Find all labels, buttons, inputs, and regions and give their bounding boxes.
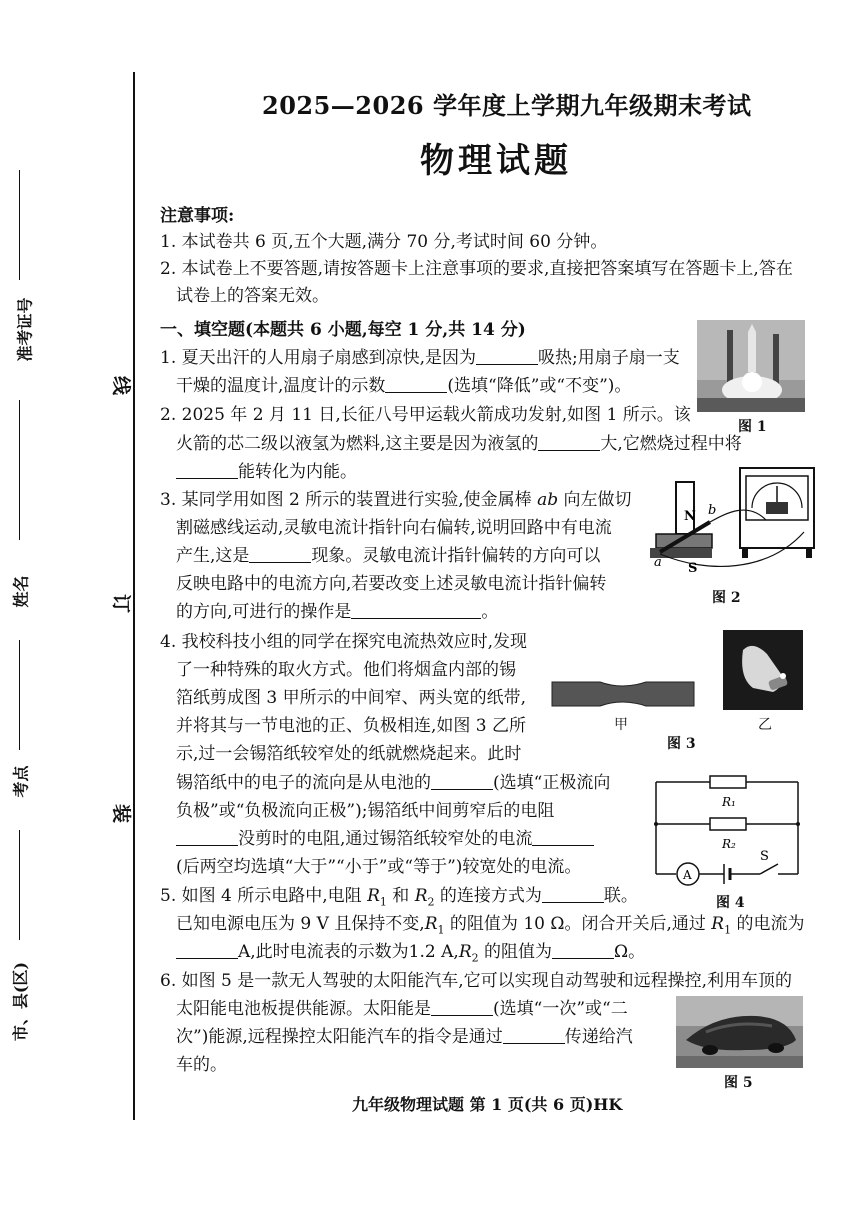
id-number-label: 准考证号 [15,297,35,362]
q3-text: 3. 某同学用如图 2 所示的装置进行实验,使金属棒 [160,490,538,510]
figure-3-photo [723,630,803,710]
figure-3-label-yi: 乙 [758,717,772,733]
answer-blank [503,1026,565,1044]
figure-3-caption: 图 3 [667,736,696,752]
figure-4-caption: 图 4 [716,895,745,911]
question-6-cont [176,997,628,1021]
figure-4-circuit [652,766,802,888]
question-3 [160,488,632,512]
question-4-cont: 并将其与一节电池的正、负极相连,如图 3 乙所 [176,716,527,736]
q5-text: 的连接方式为 [434,886,542,906]
question-4-cont [176,827,594,851]
binding-label-xian: 线 [110,375,133,396]
question-4-cont: 了一种特殊的取火方式。他们将烟盒内部的锡 [176,660,516,680]
fig4-label-r2: R₂ [722,837,736,851]
binding-label-ding: 订 [110,593,133,614]
figure-5-caption: 图 5 [724,1075,753,1091]
question-5-cont [176,912,805,942]
q4-text: 锡箔纸中的电子的流向是从电池的 [176,773,431,793]
q3-text: 产生,这是 [176,546,250,566]
answer-blank [476,347,538,365]
q1-text: 吸热;用扇子扇一支 [538,348,680,368]
q4-text: 没剪时的电阻,通过锡箔纸较窄处的电流 [238,829,533,849]
q5-text: 的电流为 [731,914,805,934]
answer-blank [431,772,493,790]
exam-site-line [19,640,20,750]
q2-text: 火箭的芯二级以液氢为燃料,这主要是因为液氢的 [176,434,539,454]
fig4-label-r1: R₁ [722,795,736,809]
r2-subscript: 2 [427,895,435,909]
q5-text: 和 [386,886,415,906]
fig2-label-s: S [688,561,698,576]
fig4-label-ammeter: A [683,868,692,882]
q5-text: 已知电源电压为 9 V 且保持不变, [176,914,425,934]
question-3-cont [176,600,498,624]
r2-symbol: R [414,886,428,906]
figure-1-rocket-image [697,320,805,412]
r2-symbol: R [458,942,472,962]
r1-symbol: R [711,914,725,934]
q5-text: 联。 [603,886,638,906]
answer-blank [176,941,238,959]
name-line [19,400,20,540]
notice-item-2-cont: 试卷上的答案无效。 [176,286,329,306]
q1-text: (选填“降低”或“不变”)。 [447,376,632,396]
question-4-cont: (后两空均选填“大于”“小于”或“等于”)较宽处的电流。 [176,857,582,877]
question-5-cont [176,940,645,970]
answer-blank [552,941,614,959]
question-6: 6. 如图 5 是一款无人驾驶的太阳能汽车,它可以实现自动驾驶和远程操控,利用车顶的 [160,971,793,991]
figure-2-diagram [648,462,820,578]
answer-blank [385,375,447,393]
page-footer: 九年级物理试题 第 1 页(共 6 页)HK [352,1095,623,1114]
name-label: 姓名 [11,575,31,608]
q2-text: 大,它燃烧过程中将 [600,434,742,454]
q3-ab: ab [537,490,559,510]
question-1-cont [176,374,631,398]
answer-blank [176,828,238,846]
q5-text: A,此时电流表的示数为1.2 A, [238,942,459,962]
section-heading: 一、填空题(本题共 6 小题,每空 1 分,共 14 分) [160,320,526,340]
r2-subscript: 2 [471,951,479,965]
answer-blank [176,461,238,479]
q3-text: 现象。灵敏电流计指针偏转的方向可以 [311,546,601,566]
answer-blank [351,601,481,619]
notice-item-1: 1. 本试卷共 6 页,五个大题,满分 70 分,考试时间 60 分钟。 [160,232,608,252]
q6-text: (选填“一次”或“二 [493,999,628,1019]
fig2-label-n: N [684,509,696,524]
q1-text: 干燥的温度计,温度计的示数 [176,376,386,396]
r1-subscript: 1 [724,923,732,937]
question-4: 4. 我校科技小组的同学在探究电流热效应时,发现 [160,632,528,652]
q6-text: 传递给汽 [564,1027,633,1047]
q5-text: 5. 如图 4 所示电路中,电阻 [160,886,368,906]
notice-item-2: 2. 本试卷上不要答题,请按答题卡上注意事项的要求,直接把答案填写在答题卡上,答在 [160,259,793,279]
notice-heading: 注意事项: [160,206,235,226]
question-3-cont: 反映电路中的电流方向,若要改变上述灵敏电流计指针偏转 [176,574,607,594]
question-5 [160,884,638,914]
r1-symbol: R [367,886,380,906]
exam-title: 2025—2026 学年度上学期九年级期末考试 [262,91,752,120]
question-4-cont: 箔纸剪成图 3 甲所示的中间窄、两头宽的纸带, [176,688,527,708]
city-label: 市、县(区) [11,961,31,1042]
r1-subscript: 1 [379,895,387,909]
q6-text: 太阳能电池板提供能源。太阳能是 [176,999,431,1019]
q3-text: 向左做切 [558,490,632,510]
q2-text: 能转化为内能。 [238,462,357,482]
subject-title: 物理试题 [420,141,572,181]
q5-text: Ω。 [614,942,646,962]
fig2-label-a: a [654,555,662,570]
city-line [19,830,20,940]
fig2-label-b: b [708,503,717,518]
fig4-label-switch: S [760,849,769,864]
answer-blank [542,885,604,903]
q5-text: 的阻值为 10 Ω。闭合开关后,通过 [444,914,712,934]
question-4-cont: 负极”或“负极流向正极”);锡箔纸中间剪窄后的电阻 [176,801,555,821]
question-2-cont [176,460,357,484]
question-3-cont [176,544,600,568]
q3-text: 。 [481,602,499,622]
question-3-cont: 割磁感线运动,灵敏电流计指针向右偏转,说明回路中有电流 [176,518,612,538]
answer-blank [249,545,311,563]
figure-5-solar-car-image [676,996,803,1068]
question-6-cont: 车的。 [176,1055,227,1075]
r1-subscript: 1 [437,923,445,937]
figure-2-caption: 图 2 [712,590,741,606]
question-4-cont: 示,过一会锡箔纸较窄处的纸就燃烧起来。此时 [176,744,522,764]
figure-1-caption: 图 1 [738,419,767,435]
q3-text: 的方向,可进行的操作是 [176,602,352,622]
answer-blank [538,433,600,451]
q1-text: 1. 夏天出汗的人用扇子扇感到凉快,是因为 [160,348,477,368]
question-2-cont [176,432,742,456]
r1-symbol: R [424,914,438,934]
q4-text: (选填“正极流向 [493,773,611,793]
q5-text: 的阻值为 [478,942,553,962]
exam-site-label: 考点 [11,765,31,798]
answer-blank [532,828,594,846]
figure-3-foil-strip [550,676,696,712]
question-4-cont [176,771,610,795]
figure-3-label-jia: 甲 [614,717,628,733]
q6-text: 次”)能源,远程操控太阳能汽车的指令是通过 [176,1027,503,1047]
answer-blank [431,998,493,1016]
id-number-line [19,170,20,280]
question-1 [160,346,680,370]
question-2: 2. 2025 年 2 月 11 日,长征八号甲运载火箭成功发射,如图 1 所示。该 [160,405,691,425]
binding-label-zhuang: 装 [110,803,133,824]
question-6-cont [176,1025,633,1049]
